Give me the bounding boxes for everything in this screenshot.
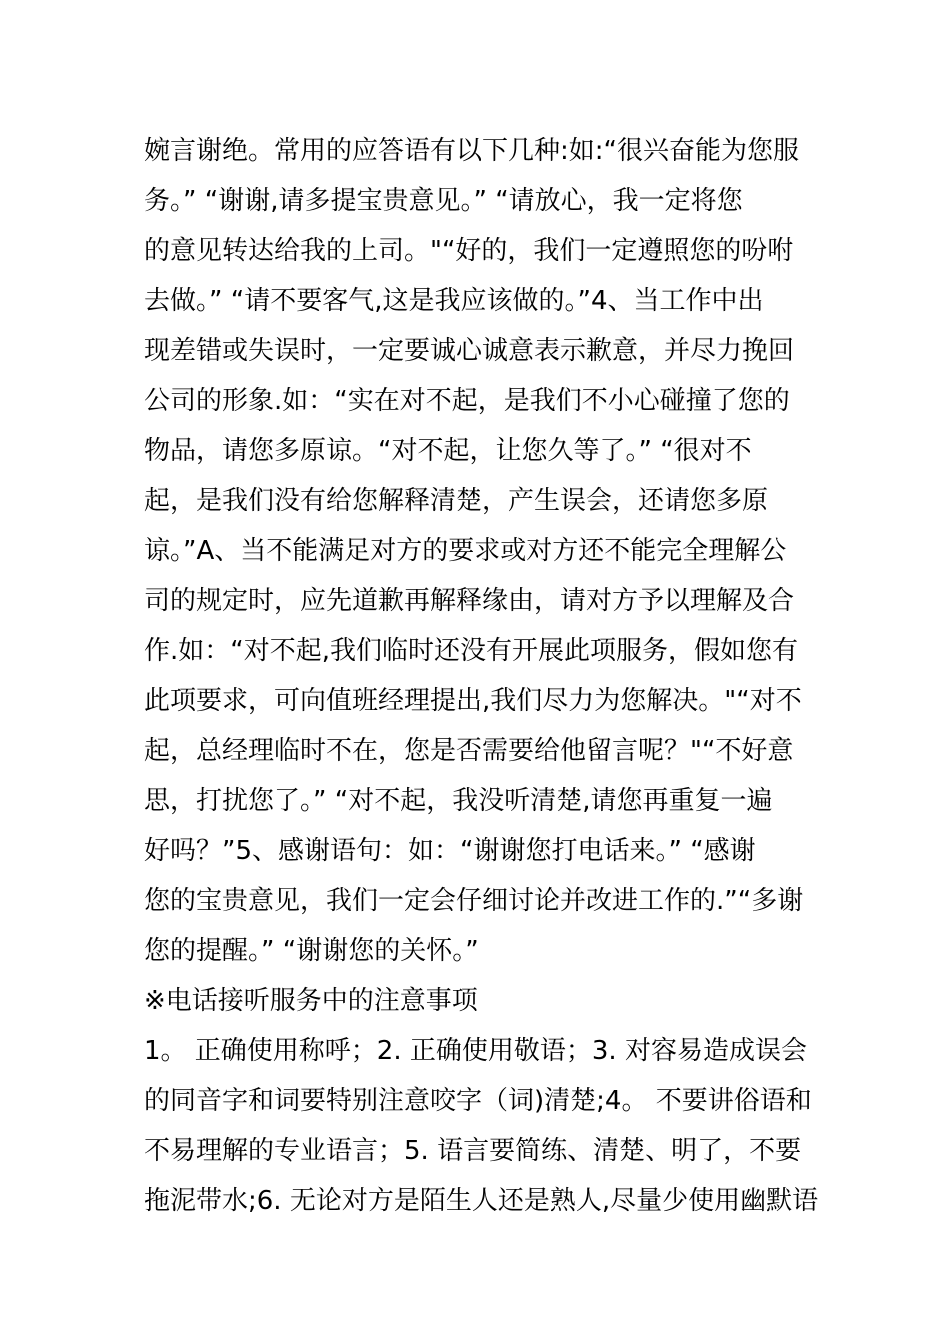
text-line: 起，总经理临时不在，您是否需要给他留言呢？"“不好意 [144, 736, 794, 766]
text-line: 务。” “谢谢,请多提宝贵意见。” “请放心，我一定将您 [144, 186, 743, 216]
text-line: 作.如：“对不起,我们临时还没有开展此项服务，假如您有 [144, 636, 798, 666]
text-line: 好吗？”5、感谢语句：如：“谢谢您打电话来。” “感谢 [144, 836, 756, 866]
text-line: 此项要求，可向值班经理提出,我们尽力为您解决。"“对不 [144, 686, 802, 716]
text-line: 司的规定时，应先道歉再解释缘由，请对方予以理解及合 [144, 586, 795, 616]
text-line: 的同音字和词要特别注意咬字（词)清楚;4。 不要讲俗语和 [144, 1086, 812, 1116]
text-line: 拖泥带水;6. 无论对方是陌生人还是熟人,尽量少使用幽默语 [144, 1186, 819, 1216]
text-line: 不易理解的专业语言；5. 语言要简练、清楚、明了，不要 [144, 1136, 802, 1166]
text-line: 谅。”A、当不能满足对方的要求或对方还不能完全理解公 [144, 536, 787, 566]
text-line: 婉言谢绝。常用的应答语有以下几种:如:“很兴奋能为您服 [144, 136, 799, 166]
text-line: 公司的形象.如：“实在对不起，是我们不小心碰撞了您的 [144, 386, 790, 416]
text-line: ※电话接听服务中的注意事项 [144, 986, 478, 1016]
text-line: 现差错或失误时，一定要诚心诚意表示歉意，并尽力挽回 [144, 336, 795, 366]
text-line: 思，打扰您了。” “对不起，我没听清楚,请您再重复一遍 [144, 786, 773, 816]
body-text [144, 126, 824, 1226]
text-line: 去做。” “请不要客气,这是我应该做的。”4、当工作中出 [144, 286, 764, 316]
text-line: 您的宝贵意见，我们一定会仔细讨论并改进工作的.”“多谢 [144, 886, 804, 916]
text-line: 物品，请您多原谅。“对不起，让您久等了。” “很对不 [144, 436, 752, 466]
text-line: 您的提醒。” “谢谢您的关怀。” [144, 936, 479, 966]
text-line: 的意见转达给我的上司。"“好的，我们一定遵照您的吩咐 [144, 236, 794, 266]
text-line: 起，是我们没有给您解释清楚，产生误会，还请您多原 [144, 486, 769, 516]
text-line: 1。 正确使用称呼；2. 正确使用敬语；3. 对容易造成误会 [144, 1036, 807, 1066]
